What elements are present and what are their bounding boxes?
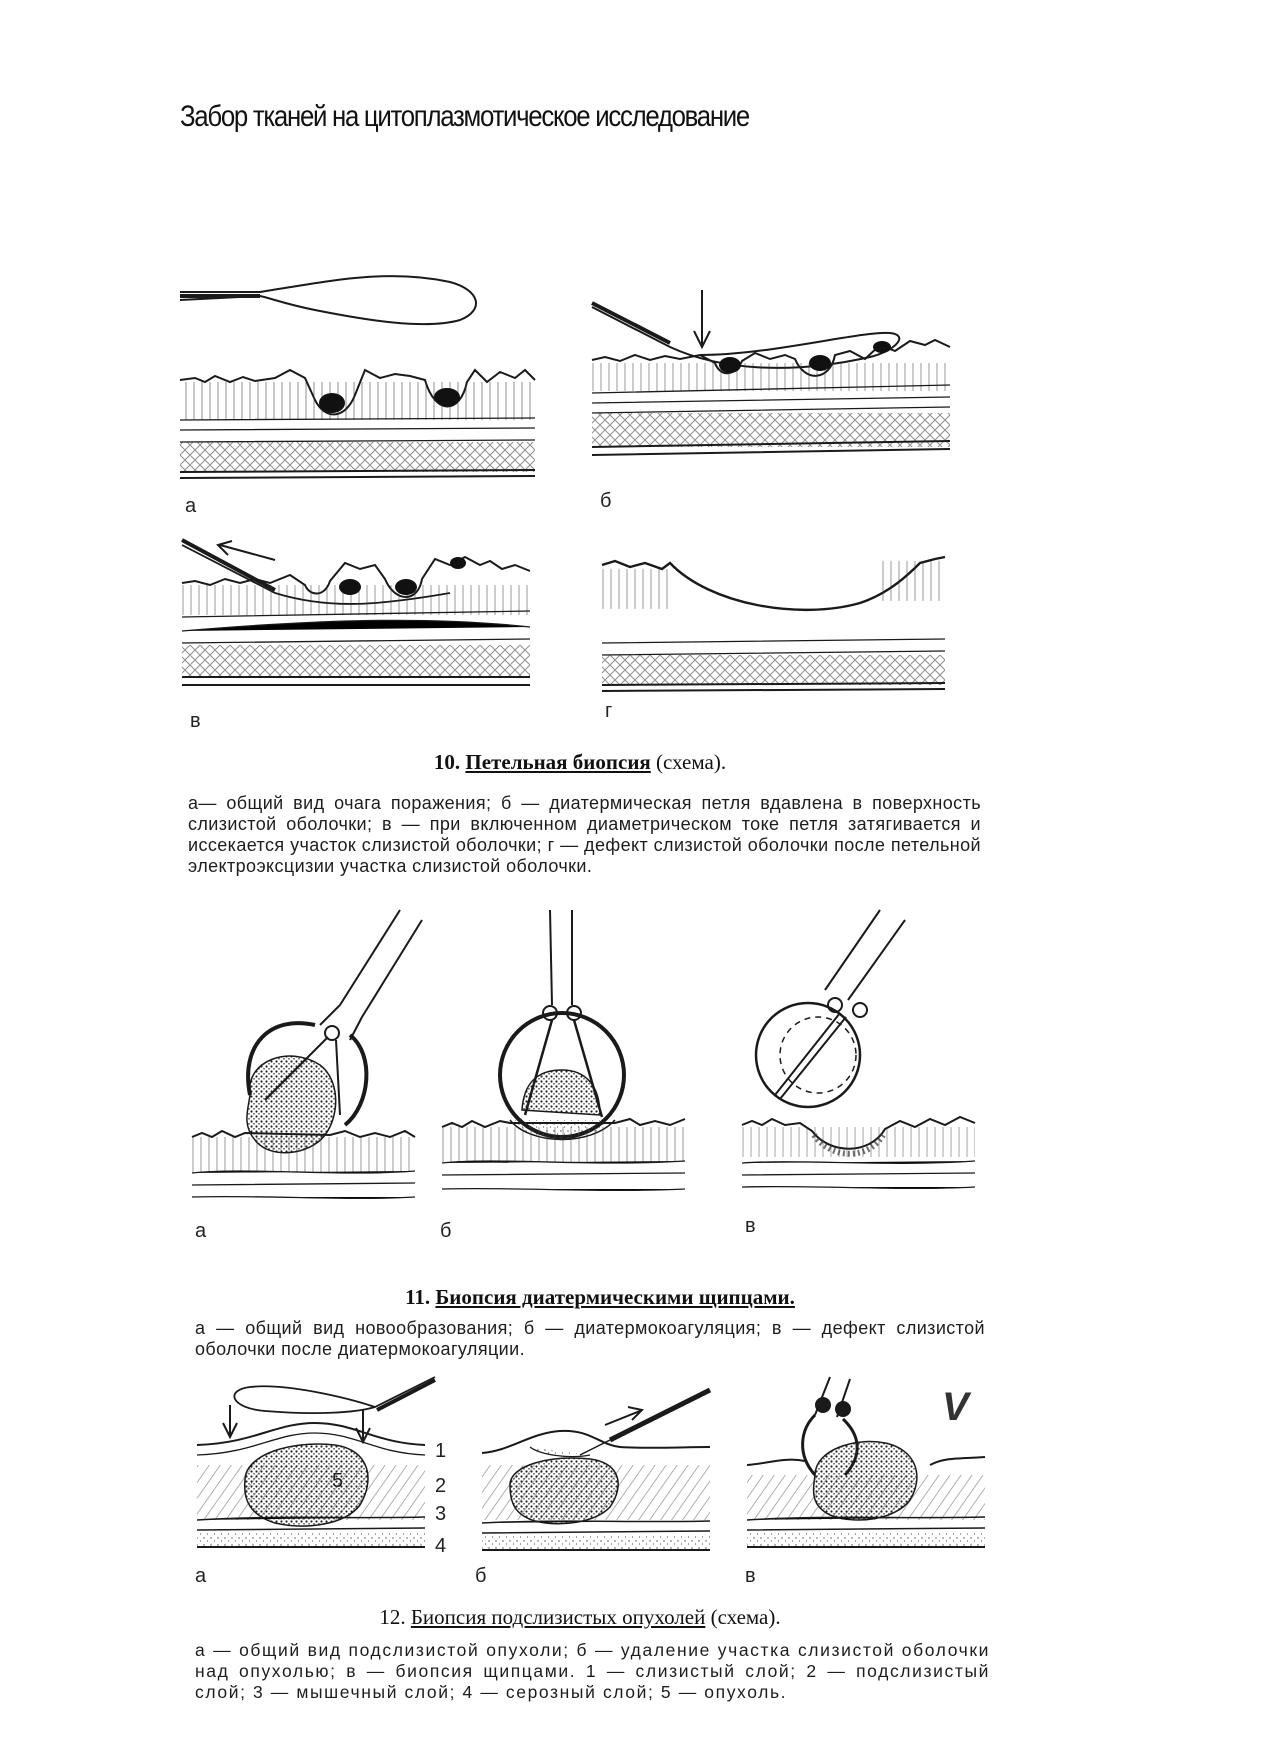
figure11-label-a: а [195, 1220, 207, 1242]
lesion-mark [809, 355, 831, 371]
figure11-panel-c [740, 905, 985, 1215]
tumor-mass [522, 1070, 600, 1115]
figure10-title-suffix: (схема). [656, 750, 727, 774]
down-arrow-icon [694, 290, 710, 347]
tumor-number: 5 [332, 1470, 344, 1492]
figure11-label-c: в [745, 1215, 756, 1237]
figure12-label-a: а [195, 1565, 207, 1587]
lesion-mark [873, 341, 891, 353]
figure12-number: 12. [379, 1605, 406, 1629]
figure12-label-b: б [475, 1565, 487, 1587]
figure11-title-text: Биопсия диатермическими щипцами. [435, 1285, 795, 1309]
figure10-label-d: г [605, 700, 613, 722]
margin-check-mark: V [942, 1385, 969, 1429]
figure10-panel-b [590, 285, 970, 495]
figure11-panel-a [190, 905, 435, 1225]
figure12-title-text: Биопсия подслизистых опухолей [410, 1605, 706, 1629]
figure10-panel-c [180, 535, 560, 710]
figure11-title [350, 1285, 850, 1310]
lesion-mark [319, 393, 345, 413]
lesion-mark [450, 557, 466, 569]
layer-number-4: 4 [435, 1535, 447, 1557]
figure11-caption: а — общий вид новообразования; б — диатермокоагуляция; в — дефект слизистой оболочки после диатермокоагуляции. [195, 1318, 985, 1359]
page-title: Забор тканей на цитоплазмотическое исследование [180, 100, 749, 133]
lesion-mark [339, 579, 361, 595]
figure10-panel-d [600, 545, 980, 705]
figure11-number: 11. [405, 1285, 431, 1309]
figure10-title-text: Петельная биопсия [465, 750, 651, 774]
down-arrow-icon [223, 1405, 237, 1437]
right-arrow-icon [605, 1407, 642, 1425]
figure12-caption: а — общий вид подслизистой опухоли; б — удаление участка слизистой оболочки над опухолью; в — биопсия щипцами. 1 — слизистый слой; 2 — подслизистый слой; 3 — мышечный слой; 4 — серозный слой; 5 — опухоль. [195, 1640, 990, 1702]
layer-number-1: 1 [435, 1440, 447, 1462]
left-arrow-icon [218, 541, 275, 560]
figure10-number: 10. [433, 750, 461, 774]
tumor-mass [245, 1444, 368, 1526]
figure10-title [380, 750, 780, 775]
mucosa-surface [482, 1431, 710, 1453]
layer-number-3: 3 [435, 1503, 447, 1525]
figure10-label-a: а [185, 495, 197, 517]
forceps-jaw-icon [345, 1035, 366, 1125]
figure12-title [300, 1605, 860, 1630]
lesion-mark [434, 388, 460, 406]
down-arrow-icon [356, 1410, 370, 1442]
figure12-panel-b [480, 1385, 715, 1565]
figure12-label-c: в [745, 1565, 756, 1587]
figure10-label-c: в [190, 710, 201, 732]
figure11-panel-b [440, 905, 700, 1225]
figure10-label-b: б [600, 490, 612, 512]
biopsy-loop-icon [180, 276, 476, 324]
tumor-mass [510, 1458, 618, 1524]
figure10-caption: а— общий вид очага поражения; б — диатермическая петля вдавлена в поверхность слизистой оболочки; в — при включенном диаметрическом токе петля затягивается и иссекается участок слизистой оболочки; г — дефект слизистой оболочки после петельной электроэксцизии участка слизистой оболочки. [188, 793, 981, 876]
figure10-panel-a [175, 270, 555, 505]
lesion-mark [719, 357, 741, 373]
figure12-title-suffix: (схема). [710, 1605, 781, 1629]
lesion-mark [395, 579, 417, 595]
layer-number-2: 2 [435, 1475, 447, 1497]
figure11-label-b: б [440, 1220, 452, 1242]
figure12-panel-a [195, 1375, 435, 1565]
